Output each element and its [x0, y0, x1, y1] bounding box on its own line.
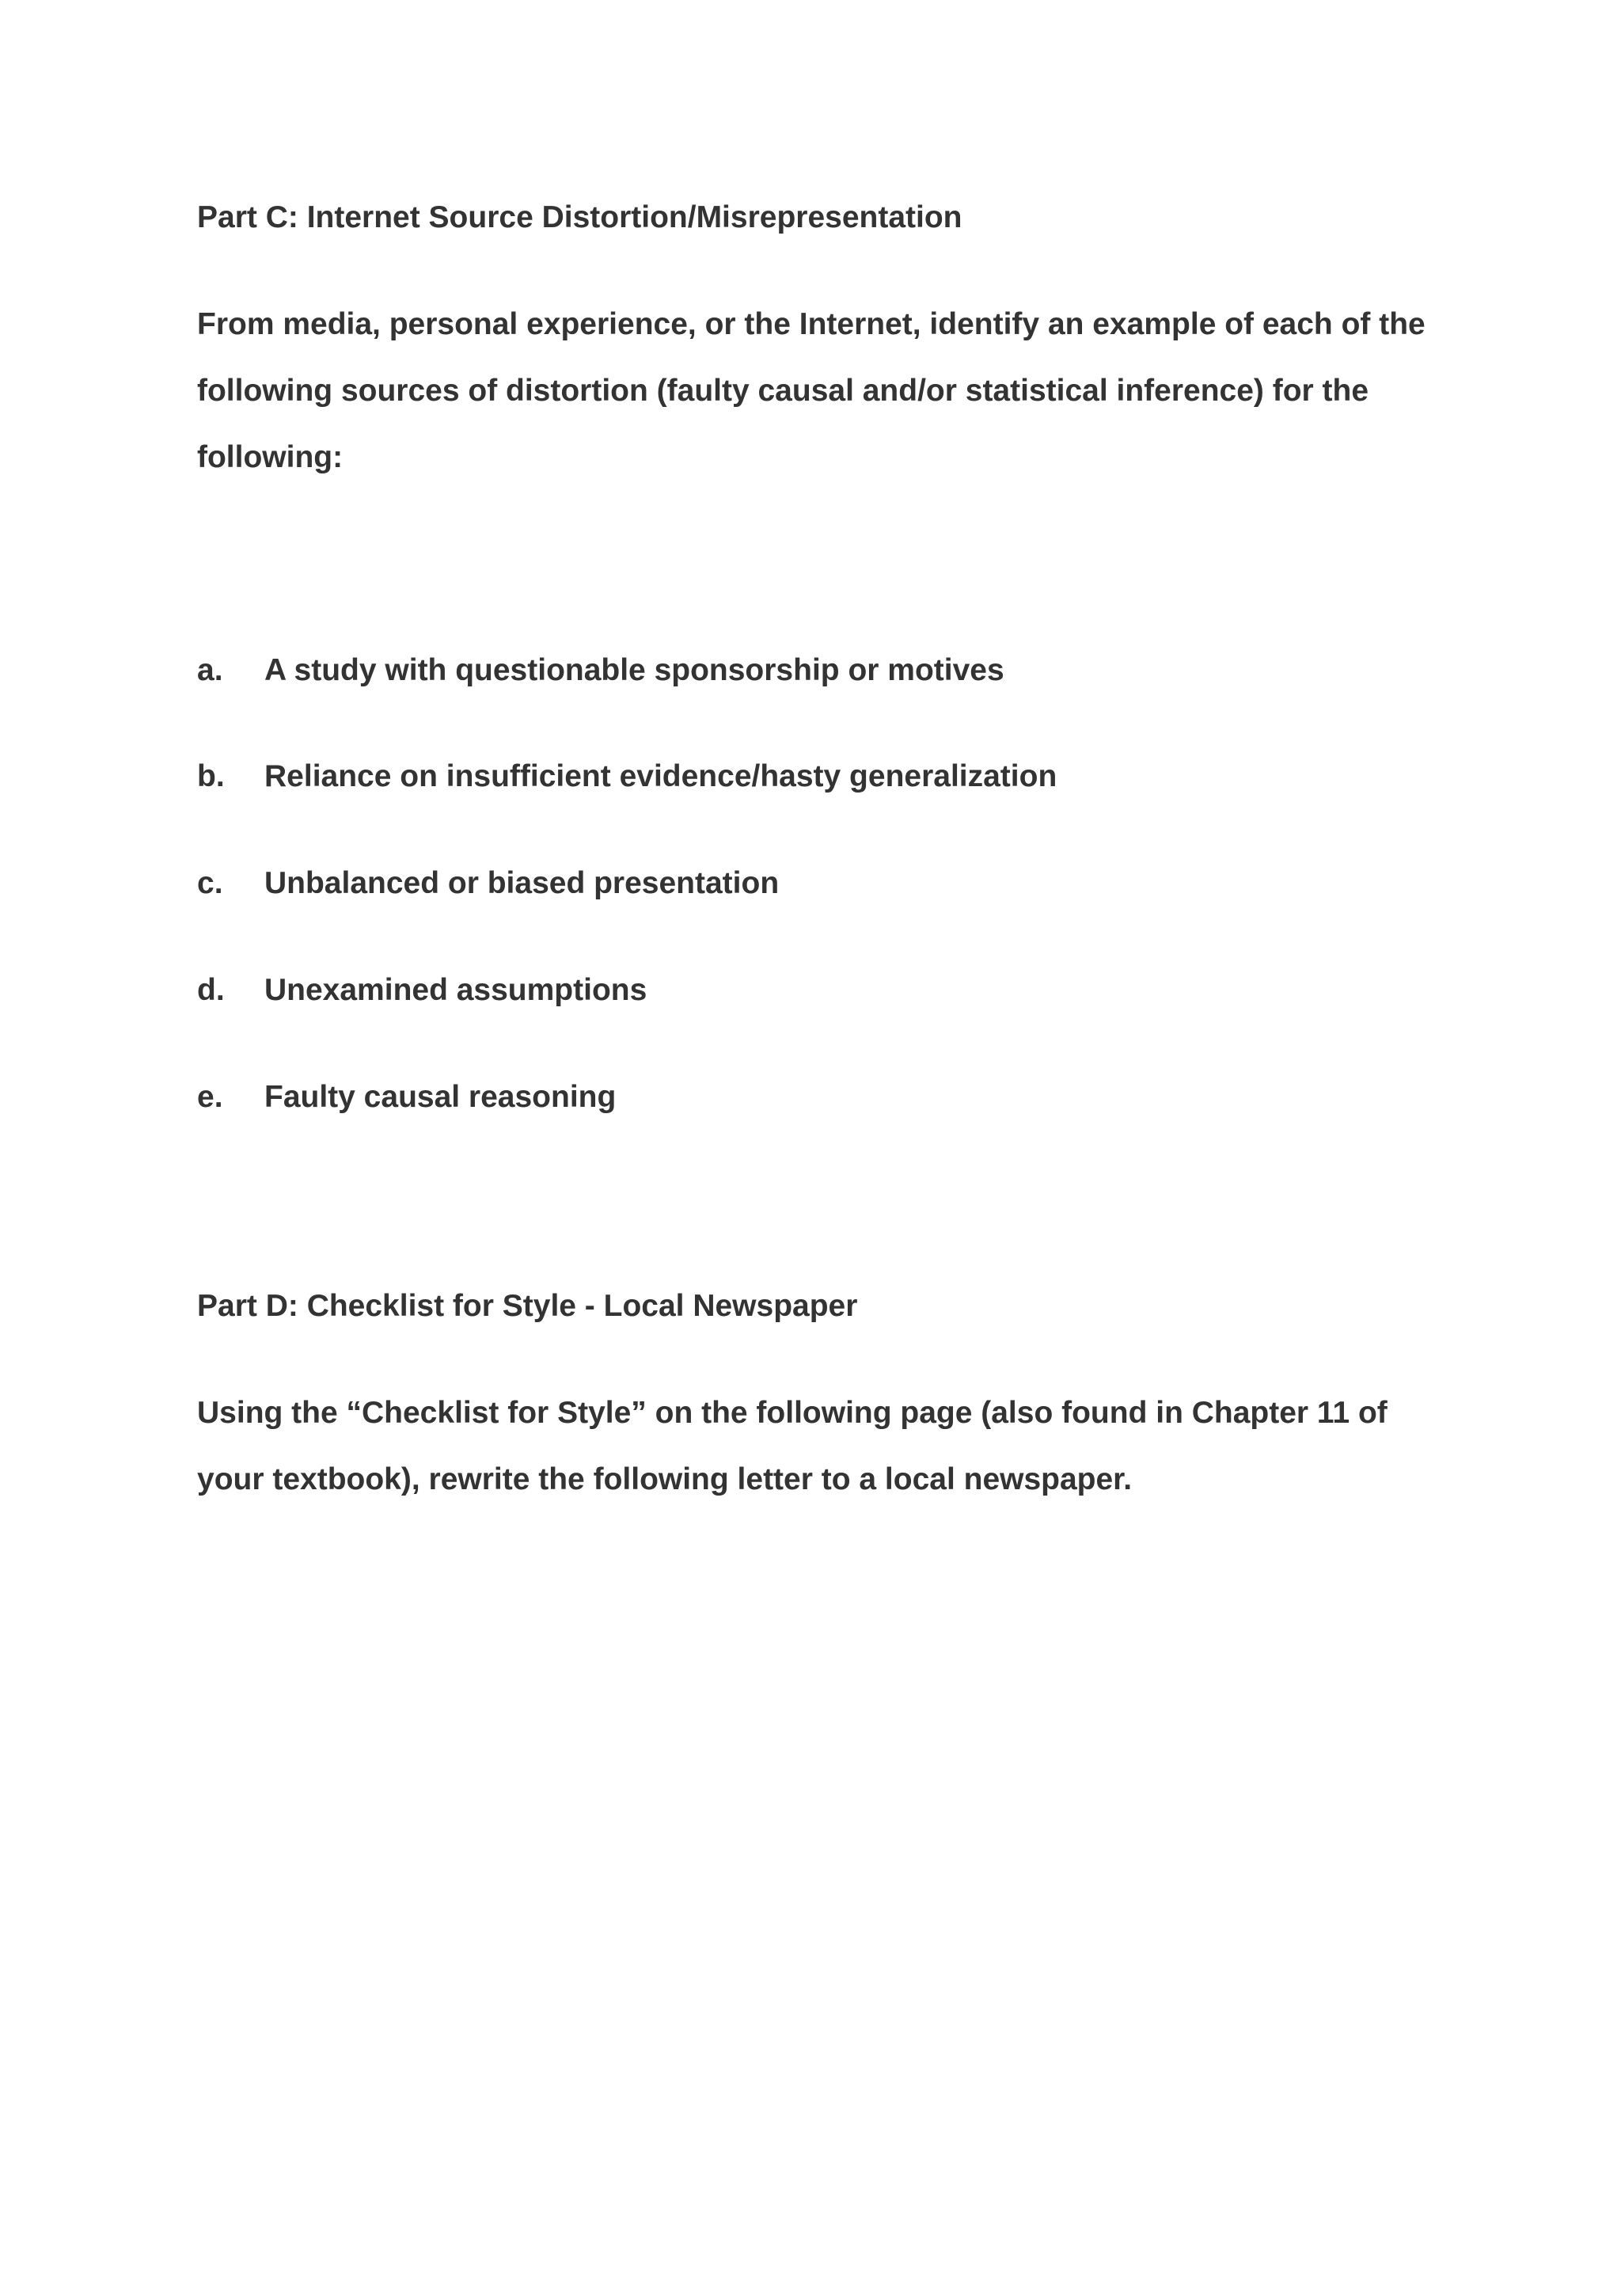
list-item [197, 865, 1432, 902]
list-item [197, 758, 1432, 795]
part-c-instruction-line: following sources of distortion (faulty causal and/or statistical inference) for the [197, 374, 1369, 408]
list-item [197, 1079, 1432, 1116]
list-item-text: Faulty causal reasoning [264, 1080, 617, 1114]
list-item-text: A study with questionable sponsorship or motives [264, 653, 1004, 687]
part-c-instruction-line: From media, personal experience, or the Internet, identify an example of each of the [197, 307, 1425, 341]
part-d-instruction-line: your textbook), rewrite the following letter to a local newspaper. [197, 1462, 1133, 1496]
list-marker: c. [197, 866, 223, 900]
list-item-text: Unexamined assumptions [264, 973, 647, 1007]
list-item-text: Unbalanced or biased presentation [264, 866, 780, 900]
list-marker: a. [197, 653, 223, 687]
part-d-heading: Part D: Checklist for Style - Local Newspaper [197, 1289, 858, 1323]
part-c-instructions [197, 291, 1432, 491]
list-marker: d. [197, 973, 225, 1007]
list-item [197, 652, 1432, 689]
list-marker: e. [197, 1080, 223, 1114]
list-marker: b. [197, 759, 225, 793]
part-d-instruction-line: Using the “Checklist for Style” on the following page (also found in Chapter 11 of [197, 1396, 1388, 1430]
part-c-instruction-line: following: [197, 440, 344, 474]
list-item-text: Reliance on insufficient evidence/hasty generalization [264, 759, 1057, 793]
part-d-instructions [197, 1380, 1432, 1513]
part-c-heading: Part C: Internet Source Distortion/Misrepresentation [197, 200, 962, 234]
list-item [197, 972, 1432, 1009]
